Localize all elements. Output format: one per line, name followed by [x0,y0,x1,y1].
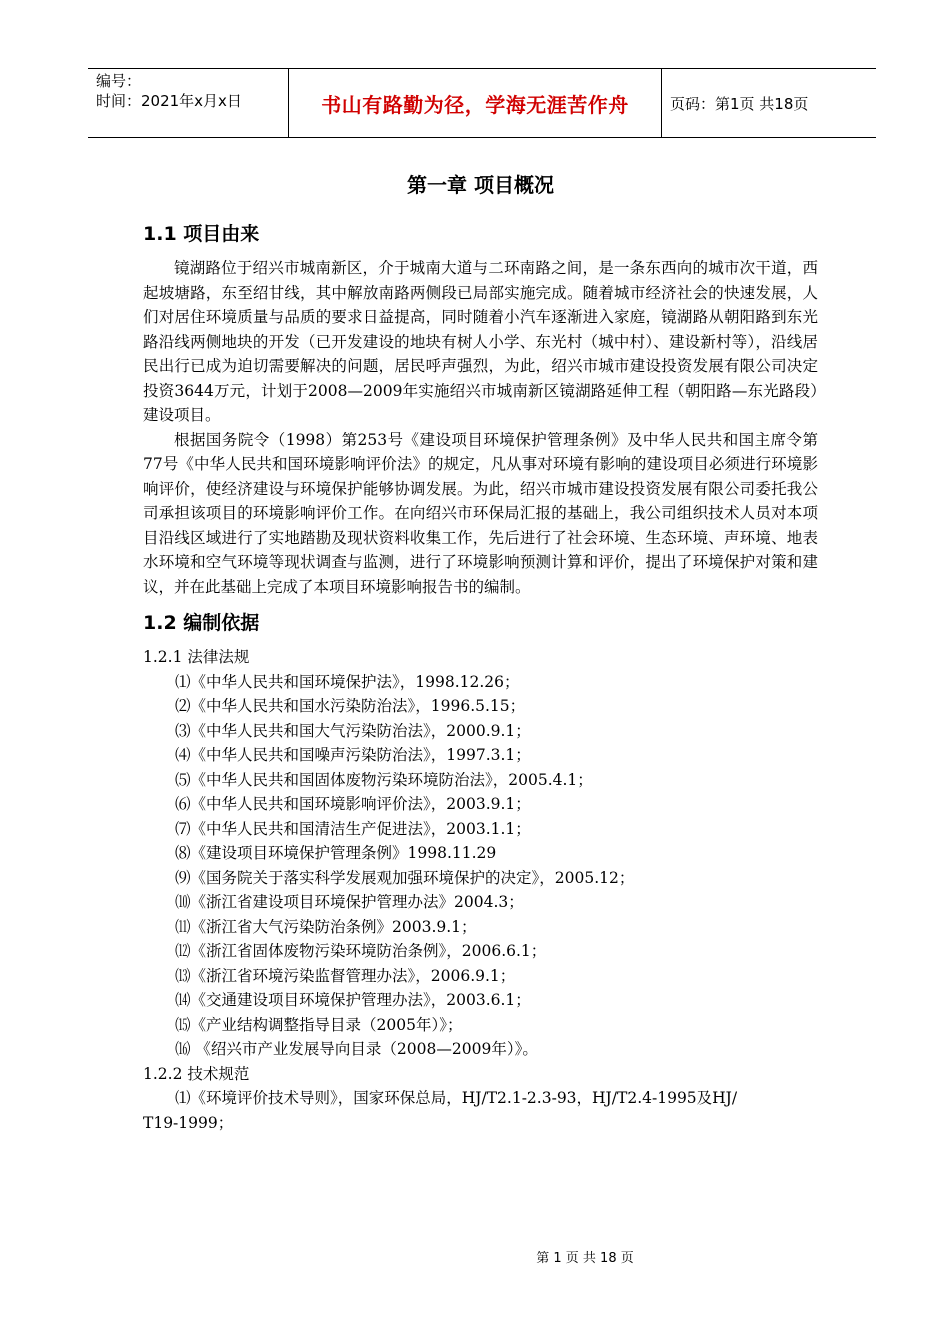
paragraph-2: 根据国务院令（1998）第253号《建设项目环境保护管理条例》及中华人民共和国主席令第77号《中华人民共和国环境影响评价法》的规定，凡从事对环境有影响的建设项目必须进行环境影响评价，使经济建设与环境保护能够协调发展。为此，绍兴市城市建设投资发展有限公司委托我公司承担该项目的环境影响评价工作。在向绍兴市环保局汇报的基础上，我公司组织技术人员对本项目沿线区域进行了实地踏勘及现状资料收集工作，先后进行了社会环境、生态环境、声环境、地表水环境和空气环境等现状调查与监测，进行了环境影响预测计算和评价，提出了环境保护对策和建议，并在此基础上完成了本项目环境影响报告书的编制。 [143,430,818,596]
list-item: ⒀《浙江省环境污染监督管理办法》，2006.9.1； [175,966,516,985]
list-item: ⑿《浙江省固体废物污染环境防治条例》，2006.6.1； [175,942,547,960]
list-item: ⒂《产业结构调整指导目录（2005年）》； [175,1015,463,1034]
list-item: ⑷《中华人民共和国噪声污染防治法》，1997.3.1； [175,746,531,764]
list-item: ⑼《国务院关于落实科学发展观加强环境保护的决定》，2005.12； [175,868,635,887]
list-item: ⒃ 《绍兴市产业发展导向目录（2008—2009年）》。 [175,1040,538,1058]
number-label: 编号： [96,72,142,90]
subsection-title-tech: 1.2.2 技术规范 [143,1064,250,1083]
page-footer [0,1247,950,1266]
list-item: ⑶《中华人民共和国大气污染防治法》，2000.9.1； [175,721,531,740]
section-title-1-1: 1.1 项目由来 [143,223,260,245]
footer-page-number: 第 1 页 共 18 页 [536,1251,634,1266]
chapter-title: 第一章 项目概况 [407,173,554,197]
subsection-title-laws: 1.2.1 法律法规 [143,648,250,666]
list-item: ⑾《浙江省大气污染防治条例》2003.9.1； [175,917,477,936]
list-item: ⑴《环境评价技术导则》，国家环保总局，HJ/T2.1-2.3-93，HJ/T2.4-1995及HJ/ [175,1089,738,1107]
list-item: ⑵《中华人民共和国水污染防治法》，1996.5.15； [175,697,526,715]
list-item: ⑹《中华人民共和国环境影响评价法》，2003.9.1； [175,795,531,813]
section-title-1-2: 1.2 编制依据 [143,612,260,634]
header-page-cell [662,69,876,137]
list-item: ⑺《中华人民共和国清洁生产促进法》，2003.1.1； [175,819,531,838]
list-item: ⑽《浙江省建设项目环境保护管理办法》2004.3； [175,893,524,911]
page-header [88,68,876,138]
header-motto-cell [288,69,662,137]
paragraph-1: 镜湖路位于绍兴市城南新区，介于城南大道与二环南路之间，是一条东西向的城市次干道，西起坡塘路，东至绍甘线，其中解放南路两侧段已局部实施完成。随着城市经济社会的快速发展，人们对居住环境质量与品质的要求日益提高，同时随着小汽车逐渐进入家庭，镜湖路从朝阳路到东光路沿线两侧地块的开发（已开发建设的地块有树人小学、东光村（城中村）、建设新村等），沿线居民出行已成为迫切需要解决的问题，居民呼声强烈，为此，绍兴市城市建设投资发展有限公司决定投资3644万元，计划于2008—2009年实施绍兴市城南新区镜湖路延伸工程（朝阳路—东光路段）建设项目。 [143,259,818,424]
time-label: 时间：2021年x月x日 [96,92,242,110]
list-item: ⑸《中华人民共和国固体废物污染环境防治法》，2005.4.1； [175,770,593,789]
header-page-info: 页码：第1页 共18页 [670,94,809,113]
header-motto: 书山有路勤为径，学海无涯苦作舟 [321,92,629,117]
list-item: ⑴《中华人民共和国环境保护法》，1998.12.26； [175,672,520,691]
tech-list-continuation: T19-1999； [143,1113,234,1132]
list-item: ⒁《交通建设项目环境保护管理办法》，2003.6.1； [175,991,531,1009]
header-left-cell [88,69,288,137]
laws-list [143,670,818,1062]
list-item: ⑻《建设项目环境保护管理条例》1998.11.29 [175,844,497,862]
document-body [143,170,818,1135]
tech-list [143,1086,818,1111]
